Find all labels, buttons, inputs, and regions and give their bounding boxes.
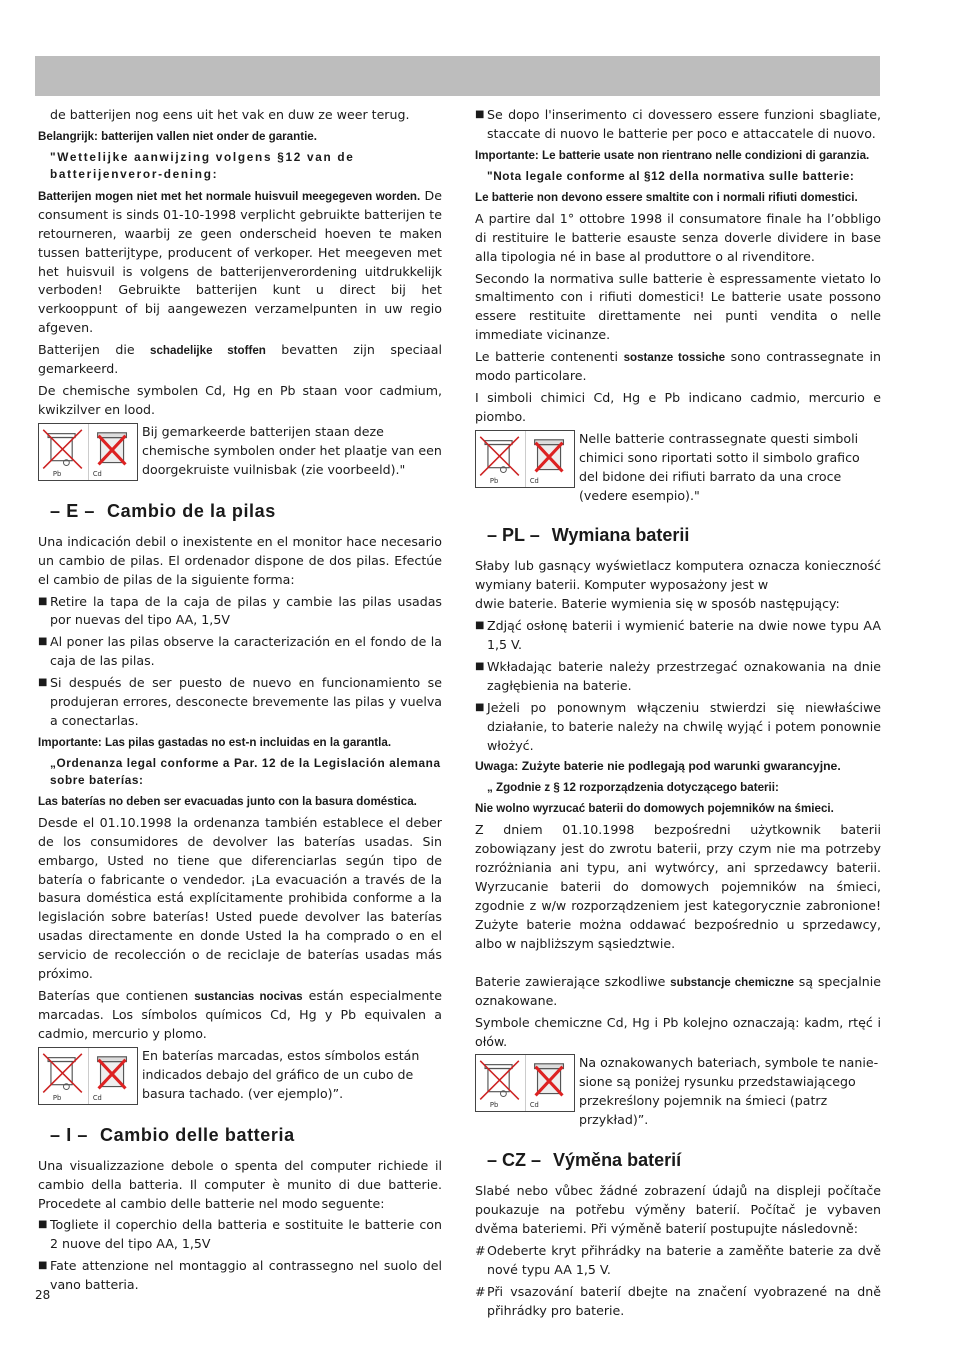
it-paragraph-3-b: sono contrassegnate in modo particolare. <box>475 349 882 384</box>
pl-icon-text: Na oznakowanych bateriach, symbole te nanie-sione są poniżej rysunku przedstawiającego przekreślony pojemnik na śmieci (patrz przykład)”. <box>579 1055 879 1128</box>
nl-legal-heading: "Wettelijke aanwijzing volgens §12 van de batterijenveror-dening: <box>50 149 355 181</box>
pl-icon-row <box>475 1054 881 1130</box>
nl-paragraph-1-text: De consument is sinds 01-10-1998 verplicht gebruikte batterijen te retourneren, waarbij ze geen onderscheid hoeven te maken tussen batterijtype, producent of verkoper. Het meegeven met het huisvuil is volgens de batterijenverordening uitdrukkelijk verboden! Gebruikte batterijen kunt u direct bij het verkooppunt of bij aangewezen verzamelpunten in uw regio afgeven. <box>38 187 442 336</box>
battery-disposal-icon <box>38 1047 138 1105</box>
it-bullet-1 <box>38 1216 442 1254</box>
pl-legal-heading: „ Zgodnie z § 12 rozporządzenia dotyczącego baterii: <box>487 781 779 795</box>
bullet-mark: ■ <box>475 660 485 672</box>
cz-bullet-1 <box>475 1242 881 1280</box>
pl-intro-2: dwie baterie. Baterie wymienia się w sposób następujący: <box>475 596 840 612</box>
es-bullet-2 <box>38 633 442 671</box>
it-warranty-note: Importante: Le batterie usate non rientrano nelle condizioni di garanzia. <box>475 148 870 162</box>
bullet-mark: ■ <box>38 1219 48 1231</box>
cz-heading <box>487 1148 881 1172</box>
it-paragraph-4: I simboli chimici Cd, Hg e Pb indicano cadmio, mercurio e piombo. <box>475 389 881 424</box>
bullet-mark: ■ <box>475 109 485 120</box>
bullet-mark: ■ <box>38 636 48 648</box>
nl-paragraph-1 <box>38 187 442 338</box>
cz-heading-prefix: – CZ – <box>487 1150 542 1171</box>
pl-bullet-2-text: Wkładając baterie należy przestrzegać oznakowania na dnie zagłębienia na baterie. <box>487 658 881 693</box>
it-bullet-3 <box>475 106 881 144</box>
nl-paragraph-1-bold: Batterijen mogen niet met het normale huisvuil meegegeven worden. <box>38 189 421 203</box>
nl-icon-row <box>38 423 442 481</box>
crossed-bin-icon <box>39 1048 88 1104</box>
crossed-bin-icon-2 <box>525 1055 574 1111</box>
it-legal-heading: "Nota legale conforme al §12 della normativa sulle batterie: <box>487 168 855 183</box>
cz-intro: Slabé nebo vůbec žádné zobrazení údajů na displeji počítače poukazuje na potřebu výměny baterií. Počítač je vybaven dvěma bateriemi. Při výměně baterií postupujte následovně: <box>475 1183 881 1236</box>
es-warranty-note: Importante: Las pilas gastadas no est-n incluidas en la garantla. <box>38 735 392 749</box>
it-bullet-1-text: Togliete il coperchio della batteria e sostituite le batterie con 2 nuove del tipo AA, 1,5V <box>50 1217 442 1252</box>
pb-label: Pb <box>489 1101 499 1110</box>
battery-disposal-icon <box>475 430 575 488</box>
cd-label: Cd <box>92 1093 102 1102</box>
pl-paragraph-2 <box>475 973 881 1011</box>
pl-heading-text: Wymiana baterii <box>551 525 690 546</box>
right-column <box>475 106 881 1323</box>
cz-heading-text: Výměna baterií <box>553 1150 682 1171</box>
pl-heading <box>487 523 881 547</box>
bullet-mark: ■ <box>475 701 485 713</box>
pl-heading-prefix: – PL – <box>487 525 540 546</box>
es-icon-row <box>38 1047 442 1105</box>
pl-bullet-3 <box>475 699 881 756</box>
bullet-mark: # <box>475 1283 486 1299</box>
bullet-mark: ■ <box>38 677 48 689</box>
cd-label: Cd <box>529 1101 539 1110</box>
cz-bullet-2 <box>475 1283 881 1321</box>
pl-paragraph-2-bold: substancje chemiczne <box>670 975 795 989</box>
bullet-mark: # <box>475 1242 486 1258</box>
es-intro: Una indicación debil o inexistente en el monitor hace necesario un cambio de pilas. El ordenador dispone de dos pilas. Efectúe el cambio de pilas de la siguiente forma: <box>38 533 442 587</box>
es-bullet-2-text: Al poner las pilas observe la caracterización en el fondo de la caja de las pilas. <box>50 634 442 669</box>
cd-label: Cd <box>529 476 539 485</box>
pl-bold-note: Nie wolno wyrzucać baterii do domowych pojemników na śmieci. <box>475 802 834 816</box>
pl-bullet-2 <box>475 658 881 696</box>
pl-paragraph-2-a: Baterie zawierające szkodliwe <box>475 973 671 989</box>
it-bullet-2-text: Fate attenzione nel montaggio al contrassegno nel suolo del vano batteria. <box>50 1258 442 1293</box>
pb-label: Pb <box>489 476 499 485</box>
it-bold-note: Le batterie non devono essere smaltite con i normali rifiuti domestici. <box>475 190 858 204</box>
cz-bullet-1-text: Odeberte kryt přihrádky na baterie a zaměňte baterie za dvě nové typu AA 1,5 V. <box>487 1242 881 1277</box>
pb-label: Pb <box>52 1093 62 1102</box>
cz-bullet-2-text: Při vsazování baterií dbejte na značení vyobrazené na dně přihrádky pro baterie. <box>487 1283 881 1318</box>
it-heading <box>50 1123 442 1147</box>
bullet-mark: ■ <box>38 1260 48 1272</box>
es-bullet-1-text: Retire la tapa de la caja de pilas y cambie las pilas usadas por nuevas del tipo AA, 1,5V <box>50 593 442 628</box>
spacer <box>475 957 881 973</box>
it-icon-row <box>475 430 881 506</box>
it-bullet-2 <box>38 1257 442 1295</box>
pl-warranty-note: Uwaga: Zużyte baterie nie podlegają pod warunki gwarancyjne. <box>475 759 841 774</box>
nl-paragraph-3: De chemische symbolen Cd, Hg en Pb staan voor cadmium, kwikzilver en lood. <box>38 382 442 417</box>
pl-bullet-3-text: Jeżeli po ponownym włączeniu stwierdzi się niewłaściwe działanie, to baterie należy na chwilę wyjąć i potem ponownie włożyć. <box>487 699 881 753</box>
es-heading-prefix: – E – <box>50 500 96 521</box>
cd-label: Cd <box>92 469 102 478</box>
es-bullet-3 <box>38 674 442 731</box>
pl-bullet-1-text: Zdjąć osłonę baterii i wymienić baterie na dwie nowe typu AA 1,5 V. <box>487 618 881 653</box>
it-heading-prefix: – I – <box>50 1124 89 1145</box>
es-heading-text: Cambio de la pilas <box>107 500 276 521</box>
nl-paragraph-2-b: bevatten zijn speciaal gemarkeerd. <box>38 342 442 377</box>
nl-warranty-note: Belangrijk: batterijen vallen niet onder de garantie. <box>38 129 317 143</box>
es-paragraph-1: Desde el 01.10.1998 la ordenanza también establece el deber de los consumidores de devolver las baterías usadas. Sin embargo, Usted no tiene que diferenciarlas según tipo de batería o fabricante o vendedor. ¡La evacuación a través de la basura doméstica está explícitamente prohibida conforme a la legislación sobre baterías! Usted puede devolver las baterías usadas directamente en donde Usted la ha comprado o en el servicio de recolección o de reciclaje de baterías usadas más próximo. <box>38 814 442 982</box>
bullet-mark: ■ <box>38 595 48 607</box>
nl-icon-text: Bij gemarkeerde batterijen staan deze chemische symbolen onder het plaatje van een doorgekruiste vuilnisbak (zie voorbeeld)." <box>142 423 442 477</box>
es-icon-text: En baterías marcadas, estos símbolos están indicados debajo del gráfico de un cubo de basura tachado. (ver ejemplo)”. <box>142 1047 420 1101</box>
pl-bullet-1 <box>475 617 881 655</box>
pl-paragraph-1: Z dniem 01.10.1998 bezpośredni użytkownik baterii zobowiązany jest do zwrotu baterii, przy czym nie ma potrzeby rozróżniania ani typu, ani wytwórcy, ani sprzedawcy baterii. Wyrzucanie baterii do domowych pojemników na śmieci, zgodnie z w/w rozporządzeniem jest kategorycznie zabronione! Zużyte baterie można oddawać bezpośrednio u sprzedawcy, albo w najbliższym sąsiedztwie. <box>475 822 881 951</box>
crossed-bin-icon <box>39 424 88 480</box>
nl-paragraph-2-a: Batterijen die <box>38 342 151 358</box>
it-paragraph-3 <box>475 348 881 386</box>
it-paragraph-1: A partire dal 1° ottobre 1998 il consumatore finale ha l’obbligo di restituire le batterie esauste senza doverle dividere in base alla tipologia né in base al produttore o al rivenditore. <box>475 210 881 264</box>
crossed-bin-icon-2 <box>88 1048 137 1104</box>
es-bullet-3-text: Si después de ser puesto de nuevo en funcionamiento se produjeran errores, desconecte brevemente las pilas y vuelva a conectarlas. <box>50 675 442 728</box>
it-bullet-3-text: Se dopo l'inserimento ci dovessero essere funzioni sbagliate, staccate di nuovo le batterie per poco e attaccatele di nuovo. <box>487 107 881 141</box>
it-paragraph-3-bold: sostanze tossiche <box>623 351 726 365</box>
left-column <box>38 106 442 1298</box>
crossed-bin-icon <box>476 431 525 487</box>
es-heading <box>50 499 442 523</box>
it-paragraph-3-a: Le batterie contenenti <box>475 349 624 365</box>
nl-paragraph-2-bold: schadelijke stoffen <box>150 344 266 358</box>
battery-disposal-icon <box>475 1054 575 1112</box>
es-paragraph-2-b: están especialmente marcadas. Los símbolos químicos Cd, Hg y Pb equivalen a cadmio, mercurio y plomo. <box>38 988 442 1041</box>
nl-paragraph-2 <box>38 341 442 379</box>
it-heading-text: Cambio delle batteria <box>100 1124 295 1145</box>
pl-intro-1: Słaby lub gasnący wyświetlacz komputera oznacza konieczność wymiany baterii. Komputer wyposażony jest w <box>475 558 881 593</box>
es-bullet-1 <box>38 593 442 631</box>
es-paragraph-2-a: Baterías que contienen <box>38 988 195 1003</box>
bullet-mark: ■ <box>475 620 485 632</box>
page-number: 28 <box>35 1288 51 1302</box>
it-paragraph-2: Secondo la normativa sulle batterie è espressamente vietato lo smaltimento con i rifiuti domestici! Le batterie usate possono essere restituite direttamente nei punti vendita o nelle immediate vicinanze. <box>475 270 881 343</box>
crossed-bin-icon-2 <box>525 431 574 487</box>
it-intro: Una visualizzazione debole o spenta del computer richiede il cambio della batteria. Il computer è munito di due batterie. Procedete al cambio delle batterie nel modo seguente: <box>38 1157 442 1211</box>
es-paragraph-2 <box>38 987 442 1044</box>
es-bold-note: Las baterías no deben ser evacuadas junto con la basura doméstica. <box>38 794 417 808</box>
header-bar <box>35 56 880 96</box>
es-paragraph-2-bold: sustancias nocivas <box>194 990 303 1003</box>
crossed-bin-icon-2 <box>88 424 137 480</box>
it-icon-text: Nelle batterie contrassegnate questi simboli chimici sono riportati sotto il simbolo grafico del bidone dei rifiuti barrato da una croce (vedere esempio)." <box>579 430 860 503</box>
battery-disposal-icon <box>38 423 138 481</box>
pl-paragraph-3: Symbole chemiczne Cd, Hg i Pb kolejno oznaczają: kadm, rtęć i ołów. <box>475 1014 881 1049</box>
nl-continuation: de batterijen nog eens uit het vak en duw ze weer terug. <box>50 107 410 122</box>
crossed-bin-icon <box>476 1055 525 1111</box>
es-legal-heading: „Ordenanza legal conforme a Par. 12 de la Legislación alemana sobre baterías: <box>50 755 441 787</box>
pb-label: Pb <box>52 469 62 478</box>
pl-paragraph-2-b: są specjalnie oznakowane. <box>475 973 881 1008</box>
